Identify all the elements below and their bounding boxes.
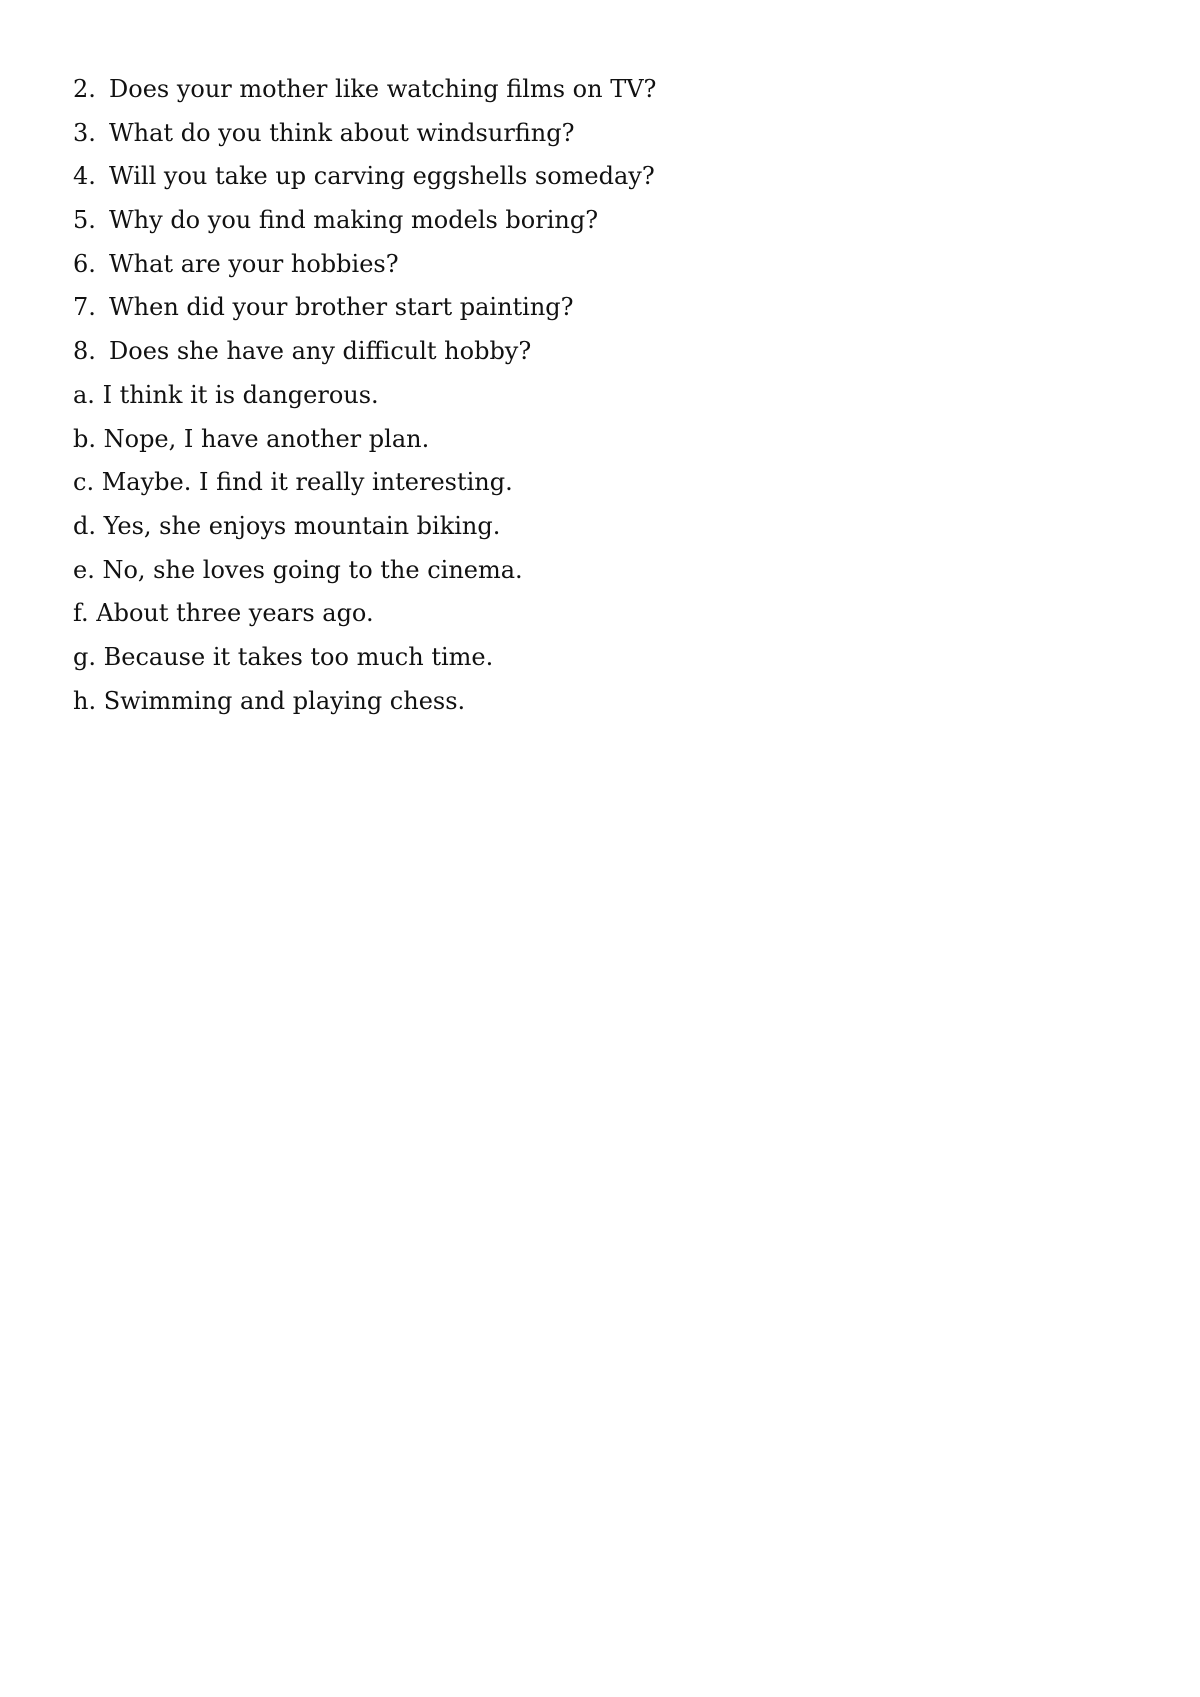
question-text: Why do you find making models boring? xyxy=(109,206,599,235)
question-number: 2. xyxy=(73,75,96,103)
answer-item: g. Because it takes too much time. xyxy=(73,642,494,671)
question-number: 8. xyxy=(73,337,96,366)
answer-item: c. Maybe. I find it really interesting. xyxy=(73,468,513,497)
answer-item: h. Swimming and playing chess. xyxy=(73,686,466,715)
question-number: 3. xyxy=(73,118,96,147)
answer-item: f. About three years ago. xyxy=(73,599,374,628)
question-text: Will you take up carving eggshells someday? xyxy=(109,162,655,191)
question-text: What do you think about windsurfing? xyxy=(109,118,575,147)
question-item xyxy=(73,199,1123,243)
question-item xyxy=(73,286,1123,330)
answer-item: b. Nope, I have another plan. xyxy=(73,424,430,453)
question-item xyxy=(73,68,1123,112)
answer-item: d. Yes, she enjoys mountain biking. xyxy=(73,511,501,540)
answer-item: a. I think it is dangerous. xyxy=(73,380,379,409)
exercise-content xyxy=(73,68,1123,723)
question-item xyxy=(73,243,1123,287)
question-text: Does she have any difficult hobby? xyxy=(109,337,532,366)
question-item xyxy=(73,155,1123,199)
answer-item: e. No, she loves going to the cinema. xyxy=(73,555,523,584)
question-text: Does your mother like watching films on TV? xyxy=(109,75,657,103)
question-item xyxy=(73,330,1123,374)
question-number: 7. xyxy=(73,293,96,322)
question-number: 5. xyxy=(73,206,96,235)
question-text: When did your brother start painting? xyxy=(109,293,574,322)
question-number: 6. xyxy=(73,249,96,278)
question-text: What are your hobbies? xyxy=(109,249,399,278)
question-item xyxy=(73,112,1123,156)
question-number: 4. xyxy=(73,162,96,191)
